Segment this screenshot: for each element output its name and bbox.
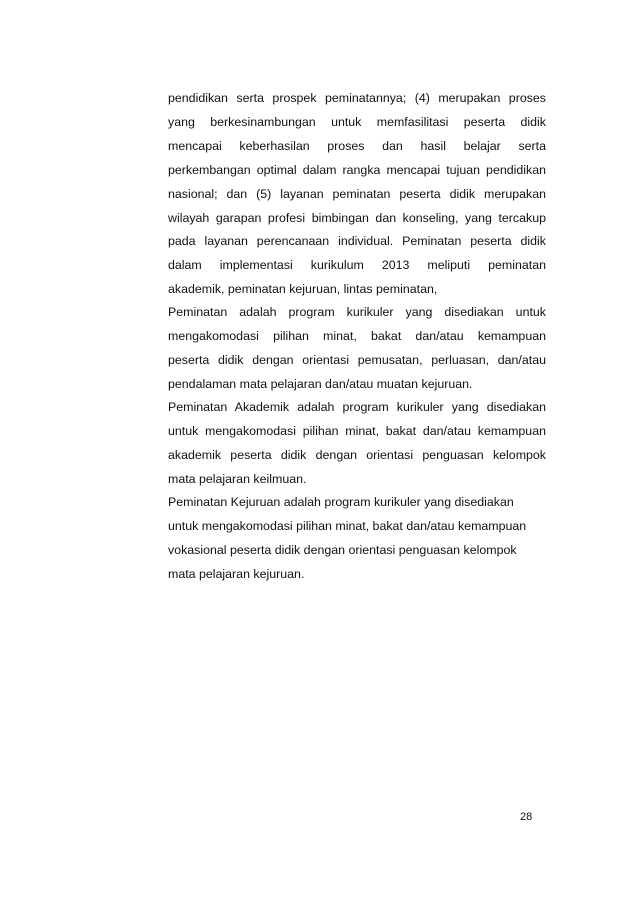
page-number: 28 bbox=[520, 811, 533, 823]
text-line: dalam implementasi kurikulum 2013 meliputi peminatan bbox=[168, 258, 546, 272]
text-line: akademik, peminatan kejuruan, lintas peminatan, bbox=[168, 282, 438, 296]
text-line: pada layanan perencanaan individual. Peminatan peserta didik bbox=[168, 234, 546, 248]
text-line: mata pelajaran keilmuan. bbox=[168, 472, 307, 486]
text-line: mencapai keberhasilan proses dan hasil belajar serta bbox=[168, 139, 546, 153]
text-line: vokasional peserta didik dengan orientasi penguasan kelompok bbox=[168, 543, 517, 557]
text-line: Peminatan Kejuruan adalah program kurikuler yang disediakan bbox=[168, 495, 514, 509]
text-line: mengakomodasi pilihan minat, bakat dan/atau kemampuan bbox=[168, 329, 546, 343]
text-line: yang berkesinambungan untuk memfasilitasi peserta didik bbox=[168, 115, 546, 129]
text-line: untuk mengakomodasi pilihan minat, bakat dan/atau kemampuan bbox=[168, 519, 527, 533]
text-line: mata pelajaran kejuruan. bbox=[168, 567, 305, 581]
text-line: nasional; dan (5) layanan peminatan peserta didik merupakan bbox=[168, 187, 546, 201]
text-line: Peminatan adalah program kurikuler yang disediakan untuk bbox=[168, 305, 546, 319]
text-line: perkembangan optimal dalam rangka mencapai tujuan pendidikan bbox=[168, 163, 546, 177]
text-line: pendalaman mata pelajaran dan/atau muatan kejuruan. bbox=[168, 377, 473, 391]
text-line: akademik peserta didik dengan orientasi penguasan kelompok bbox=[168, 448, 546, 462]
text-line: untuk mengakomodasi pilihan minat, bakat dan/atau kemampuan bbox=[168, 424, 546, 438]
text-line: peserta didik dengan orientasi pemusatan, perluasan, dan/atau bbox=[168, 353, 546, 367]
text-line: pendidikan serta prospek peminatannya; (4) merupakan proses bbox=[168, 91, 546, 105]
text-line: Peminatan Akademik adalah program kurikuler yang disediakan bbox=[168, 400, 546, 414]
text-line: wilayah garapan profesi bimbingan dan konseling, yang tercakup bbox=[168, 211, 546, 225]
